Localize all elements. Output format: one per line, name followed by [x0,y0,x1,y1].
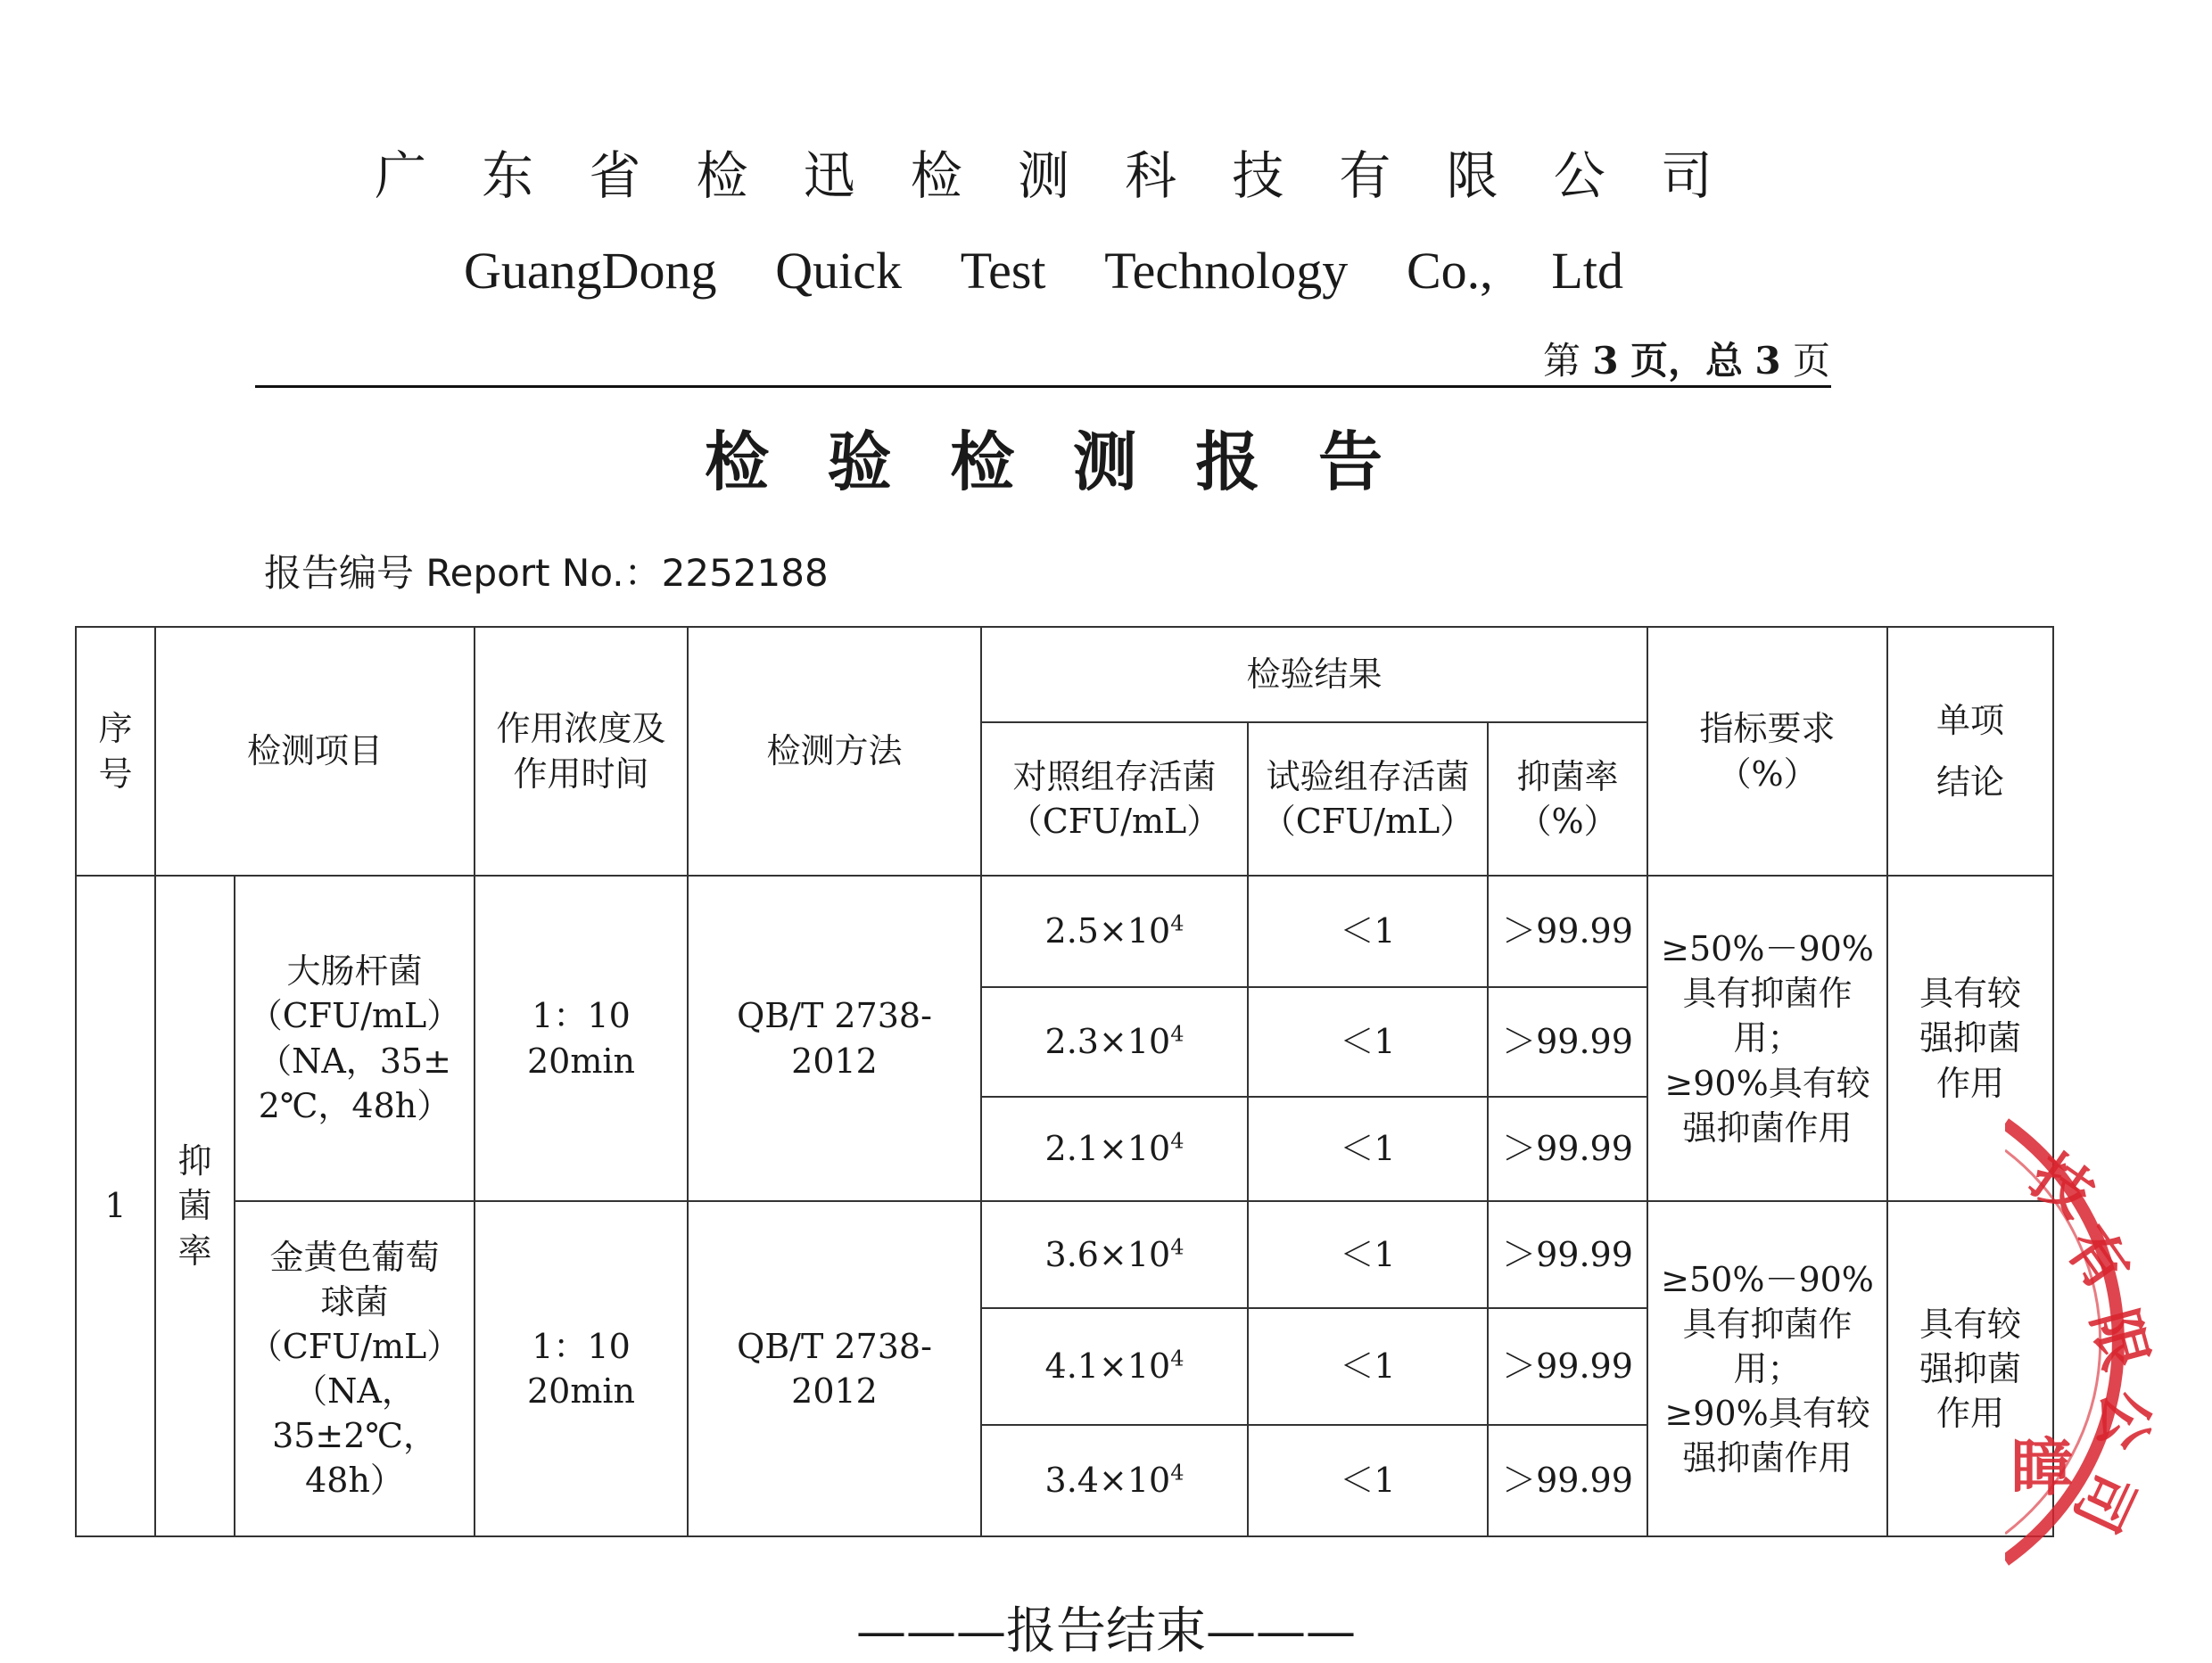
header-divider [255,385,1831,388]
inhibition-rate: ＞99.99 [1488,1097,1647,1201]
company-en-word: Quick [775,242,902,300]
page-counter [1543,332,1830,385]
company-en-word: Technology [1104,242,1349,300]
requirement-header: 指标要求 （%） [1647,627,1887,876]
control-count: $2.5\times 10^4$ [981,876,1248,987]
title-char: 报 [1195,424,1260,499]
control-count: $4.1\times 10^4$ [981,1308,1248,1425]
company-cn-char: 技 [1232,145,1284,206]
company-seal [2005,1070,2212,1569]
report-number-label: 报告编号 Report No.： [264,551,662,595]
title-char: 检 [705,424,770,499]
company-name-cn [375,134,1713,209]
company-cn-char: 检 [696,145,748,206]
rate-header: 抑菌率 （%） [1488,722,1647,876]
test-count: ＜1 [1248,1425,1488,1536]
seal-char: 技 [2018,1140,2107,1231]
company-cn-char: 迅 [803,145,855,206]
title-char: 检 [950,424,1015,499]
test-count: ＜1 [1248,987,1488,1097]
conclusion-cell: 具有较 强抑菌 作用 [1887,876,2053,1201]
inhibition-rate: ＞99.99 [1488,987,1647,1097]
requirement-cell: ≥50%－90% 具有抑菌作 用； ≥90%具有较 强抑菌作用 [1647,876,1887,1201]
results-table [75,626,2054,1537]
company-cn-char: 检 [910,145,962,206]
report-end-mark: ———报告结束——— [856,1602,1356,1660]
conclusion-cell: 具有较 强抑菌 作用 [1887,1201,2053,1536]
company-en-word: Ltd [1551,242,1623,300]
test-count: ＜1 [1248,1308,1488,1425]
document-title [705,410,1382,503]
control-count: $3.4\times 10^4$ [981,1425,1248,1536]
company-en-word: Test [960,242,1046,300]
company-en-word: GuangDong [464,242,717,300]
seq-cell: 1 [76,876,155,1536]
company-cn-char: 广 [375,145,427,206]
header-row [76,627,2053,722]
seal-char: 公 [2085,1387,2161,1453]
company-cn-char: 省 [589,145,641,206]
item-header: 检测项目 [155,627,475,876]
results-header: 检验结果 [981,627,1647,722]
company-cn-char: 限 [1446,145,1498,206]
inhibition-rate: ＞99.99 [1488,1201,1647,1308]
page-total: 3 [1754,339,1781,383]
test-count: ＜1 [1248,876,1488,987]
method-cell: QB/T 2738-2012 [688,876,981,1201]
seal-char: 限 [2078,1302,2161,1378]
report-number [264,544,829,597]
seq-header: 序 号 [76,627,155,876]
page-current: 3 [1592,339,1619,383]
conc-header: 作用浓度及 作用时间 [475,627,688,876]
company-name-en [464,241,1623,300]
page-suffix: 页 [1792,339,1830,383]
table-row [76,1201,2053,1308]
control-count: $2.1\times 10^4$ [981,1097,1248,1201]
control-count: $3.6\times 10^4$ [981,1201,1248,1308]
company-cn-char: 有 [1339,145,1391,206]
inhibition-rate: ＞99.99 [1488,1308,1647,1425]
company-cn-char: 科 [1125,145,1177,206]
organism-cell: 金黄色葡萄 球菌 （CFU/mL） （NA， 35±2℃，48h） [235,1201,475,1536]
test-header: 试验组存活菌 （CFU/mL） [1248,722,1488,876]
control-header: 对照组存活菌 （CFU/mL） [981,722,1248,876]
title-char: 告 [1317,424,1382,499]
title-char: 测 [1072,424,1137,499]
page-mid: 页，总 [1630,339,1744,383]
conclusion-header: 单项 结论 [1887,627,2053,876]
inhibition-rate: ＞99.99 [1488,1425,1647,1536]
seal-char: 瞕 [2010,1430,2073,1504]
test-count: ＜1 [1248,1201,1488,1308]
company-cn-char: 司 [1660,145,1713,206]
report-number-value: 2252188 [661,551,829,595]
test-count: ＜1 [1248,1097,1488,1201]
company-cn-char: 测 [1017,145,1069,206]
category-cell: 抑 菌 率 [155,876,235,1536]
conc-cell: 1：10 20min [475,1201,688,1536]
table-row [76,876,2053,987]
organism-cell: 大肠杆菌 （CFU/mL） （NA，35± 2℃，48h） [235,876,475,1201]
conc-cell: 1：10 20min [475,876,688,1201]
title-char: 验 [827,424,892,499]
company-cn-char: 东 [482,145,534,206]
company-en-word: Co., [1407,242,1493,300]
company-cn-char: 公 [1553,145,1605,206]
control-count: $2.3\times 10^4$ [981,987,1248,1097]
method-header: 检测方法 [688,627,981,876]
seal-char: 有 [2052,1214,2144,1303]
inhibition-rate: ＞99.99 [1488,876,1647,987]
seal-char: 司 [2060,1460,2149,1544]
page-prefix: 第 [1543,339,1581,383]
requirement-cell: ≥50%－90% 具有抑菌作 用； ≥90%具有较 强抑菌作用 [1647,1201,1887,1536]
method-cell: QB/T 2738-2012 [688,1201,981,1536]
